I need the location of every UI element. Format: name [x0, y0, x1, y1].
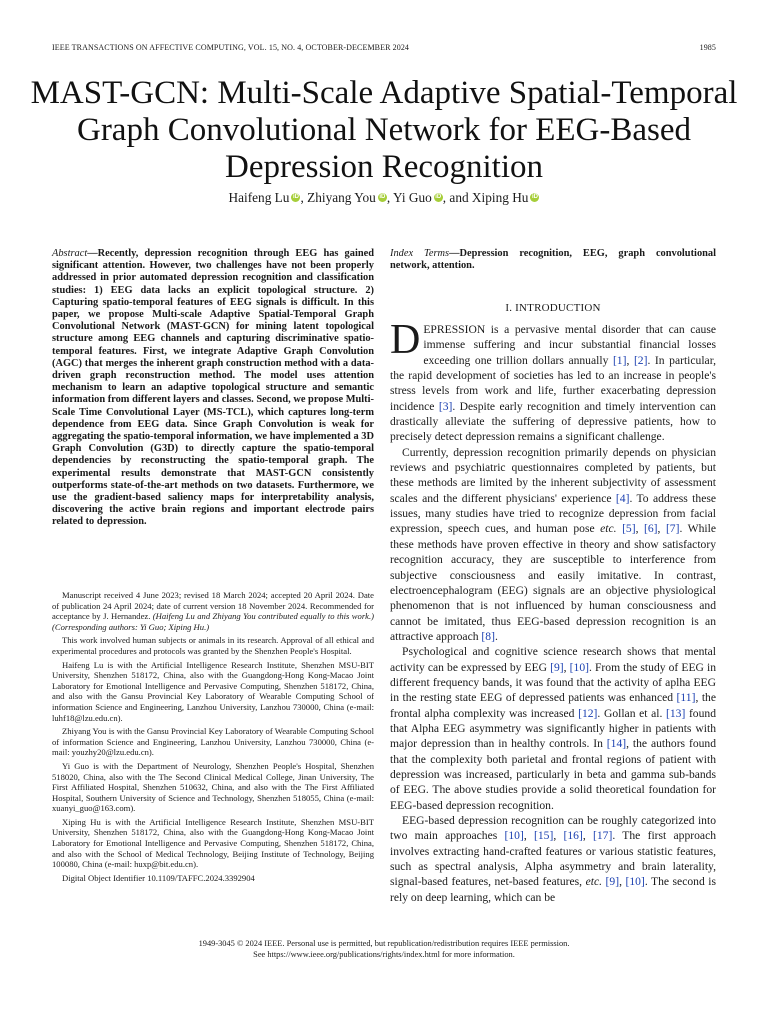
citation-link[interactable]: [14] — [606, 737, 627, 751]
body-text — [390, 317, 717, 905]
affiliation-note: Xiping Hu is with the Artificial Intelligence Research Institute, Shenzhen MSU-BIT University, Shenzhen 518172, China, also with the Guangdong-Hong Kong-Macao Joint Laboratory for Emotional Intelligence and Pervasive Computing, Shenzhen 518172, China, and also with the School of Medical Technology, Beijing Institute of Technology, Beijing 100080, China (e-mail: huxp@bit.edu.cn). — [52, 816, 374, 870]
affiliation-note: Yi Guo is with the Department of Neurology, Shenzhen People's Hospital, Shenzhen 518020, China, also with the The Second Clinical Medical College, Jinan University, The First Affiliated Hospital, Shenzhen 510632, China, and also with the The First Affiliated Hospital, Southern University of Science and Technology, Shenzhen 518055, China (e-mail: xuanyi_guo@163.com). — [52, 760, 374, 814]
citation-link[interactable]: [17] — [593, 829, 613, 843]
rights-url-line[interactable]: See https://www.ieee.org/publications/rights/index.html for more information. — [253, 950, 515, 959]
manuscript-note: Manuscript received 4 June 2023; revised 18 March 2024; accepted 20 April 2024. Date of publication 24 April 2024; date of current version 18 November 2024. Recommended for acceptance by J. Hernandez. (Haifeng Lu and Zhiyang You contributed equally to this work.) (Corresponding authors: Yi Guo; Xiping Hu.) — [52, 590, 374, 632]
citation-link[interactable]: [16] — [563, 829, 583, 843]
section-heading: I. INTRODUCTION — [505, 302, 601, 314]
orcid-icon[interactable]: iD — [435, 194, 442, 200]
title-line-3: Depression Recognition — [224, 149, 544, 185]
affiliation-note: Zhiyang You is with the Gansu Provincial Key Laboratory of Wearable Computing School of information Science and Engineering, Lanzhou University, Lanzhou 730000, China (e-mail: youzhy20@lzu.edu.cn). — [52, 726, 374, 758]
footnotes — [52, 590, 374, 883]
citation-link[interactable]: [10] — [569, 660, 589, 674]
citation-link[interactable]: [10] — [504, 829, 524, 843]
index-terms-label: Index Terms — [390, 248, 450, 259]
page-number: 1985 — [699, 43, 716, 52]
paragraph: Currently, depression recognition primarily depends on physician reviews and psychiatric questionnaires completed by patients, but these methods are limited by the inherent subjectivity of assessment scales and the different physicians' experience [4]. To address these issues, many studies have tried to recognize depression from facial expression, speech cues, and human pose etc. [5], [6], [7]. While these methods have proven effective in theory and show satisfactory recognition accuracy, they are susceptible to interference from subjective consciousness and easily imitative. In contrast, electroencephalogram (EEG) signals are an objective physiological phenomenon that is not influenced by human consciousness and cannot be imitated, thus EEG-based depression recognition is an attractive approach [8]. — [390, 445, 716, 643]
citation-link[interactable]: [12] — [578, 706, 598, 720]
affiliation-note: Haifeng Lu is with the Artificial Intelligence Research Institute, Shenzhen MSU-BIT University, Shenzhen 518172, China, also with the Guangdong-Hong Kong-Macao Joint Laboratory for Emotional Intelligence and Pervasive Computing, Shenzhen 518172, China, and also with the Gansu Provincial Key Laboratory of Wearable Computing School of information Science and Engineering, Lanzhou University, Lanzhou 730000, China (e-mail: luhf18@lzu.edu.cn). — [52, 659, 374, 723]
running-head — [52, 43, 716, 55]
citation-link[interactable]: [7] — [665, 522, 680, 536]
abstract-text: —Recently, depression recognition through EEG has gained significant attention. However, two challenges have not been properly addressed in prior automated depression recognition and classification studies: 1) EEG data lacks an explicit topological structure. 2) Capturing spatio-temporal features of EEG signals is difficult. In this paper, we propose Multi-scale Adaptive Spatial-Temporal Graph Convolutional Network (MAST-GCN) for mining latent topological structure among EEG channels and capturing discriminative spatio-temporal features. First, we integrate Adaptive Graph Convolution (AGC) that merges the inherent graph construction method with a data-driven graph reconstruction method. The model uses attention mechanism to learn an adaptive topological structure and semantic information from different layers and classes. Second, we propose Multi-Scale Time Convolutional Layer (MS-TCL), which captures long-term dependence from EEG data. Since Graph Convolution is weak for aggregating the spatio-temporal information, we have implemented a 3D Graph Convolution (G3D) to directly capture the spatio-temporal dependencies by reconstructing the spatio-temporal graph. The experimental results demonstrate that MAST-GCN consistently outperforms state-of-the-art methods on two datasets. Furthermore, we use the gradient-based saliency maps for interpretability analysis, discovering the active brain regions and important electrode pairs related to depression. — [52, 248, 374, 528]
author-name: , Zhiyang You — [300, 190, 376, 205]
abstract-label: Abstract — [52, 248, 88, 259]
citation-link[interactable]: [9] — [550, 660, 564, 674]
citation-link[interactable]: [11] — [676, 691, 696, 705]
index-terms-text: —Depression recognition, EEG, graph convolutional network, attention. — [390, 248, 716, 272]
author-name: , Yi Guo — [386, 190, 432, 205]
paragraph: Psychological and cognitive science research shows that mental activity can be expressed by EEG [9], [10]. From the study of EEG in different frequency bands, it was found that the activity of aplha EEG in the resting state EEG of depressed patients was enhanced [11], the frontal alpha complexity was increased [12]. Gollan et al. [13] found that Alpha EEG asymmetry was significantly higher in patients with major depression than in healthy controls. In [14], the authors found that the complexity both parietal and frontal regions of patient with depression was increased, particularly in beta and gamma sub-bands of EEG. The above studies provide a solid theoretical foundation for EEG-based depression recognition. — [390, 645, 717, 812]
copyright-footer — [30, 938, 738, 960]
citation-link[interactable]: [13] — [666, 706, 686, 720]
citation-link[interactable]: [9] — [605, 875, 620, 889]
citation-link[interactable]: [1] — [612, 353, 627, 367]
citation-link[interactable]: [8] — [481, 629, 495, 643]
citation-link[interactable]: [6] — [644, 522, 658, 536]
author-name: Haifeng Lu — [228, 190, 290, 205]
citation-link[interactable]: [5] — [622, 522, 636, 536]
orcid-icon[interactable]: iD — [531, 194, 538, 200]
journal-info: IEEE TRANSACTIONS ON AFFECTIVE COMPUTING, VOL. 15, NO. 4, OCTOBER-DECEMBER 2024 — [52, 43, 410, 52]
index-terms — [390, 248, 716, 272]
paragraph: EEG-based depression recognition can be roughly categorized into two main approaches [10], [15], [16], [17]. The first approach involves extracting hand-crafted features or various statistic features, such as spectral analysis, Alpha asymmetry and brain laterality, signal-based features, net-based features, etc. [9], [10]. The second is rely on deep learning, which can be — [390, 814, 717, 904]
drop-cap: D — [390, 317, 421, 363]
title-line-1: MAST-GCN: Multi-Scale Adaptive Spatial-Temporal — [30, 75, 738, 111]
copyright-line: 1949-3045 © 2024 IEEE. Personal use is permitted, but republication/redistribution requires IEEE permission. — [198, 939, 570, 948]
citation-link[interactable]: [4] — [615, 491, 630, 505]
citation-link[interactable]: [10] — [625, 875, 645, 889]
author-name: , and Xiping Hu — [442, 190, 529, 205]
title-line-2: Graph Convolutional Network for EEG-Based — [76, 112, 692, 148]
paragraph: DEPRESSION is a pervasive mental disorder that can cause immense suffering and incur substantial financial losses exceeding one trillion dollars annually [1], [2]. In particular, the rapid development of societies has led to an increase in people's stress levels from work and life, further exacerbating depression incidence [3]. Despite early recognition and timely intervention can drastically alleviate the suffering of depressive patients, how to precisely detect depression remains a significant challenge. — [390, 317, 717, 444]
doi: Digital Object Identifier 10.1109/TAFFC.2024.3392904 — [62, 872, 255, 883]
citation-link[interactable]: [15] — [534, 829, 554, 843]
paper-title — [30, 75, 738, 186]
citation-link[interactable]: [3] — [438, 399, 453, 413]
orcid-icon[interactable]: iD — [292, 194, 299, 200]
author-list — [30, 190, 738, 206]
orcid-icon[interactable]: iD — [379, 194, 386, 200]
ethics-note: This work involved human subjects or animals in its research. Approval of all ethical and experimental procedures and protocols was granted by the Shenzhen People's Hospital. — [52, 635, 374, 656]
citation-link[interactable]: [2] — [633, 353, 648, 367]
abstract — [52, 248, 374, 529]
